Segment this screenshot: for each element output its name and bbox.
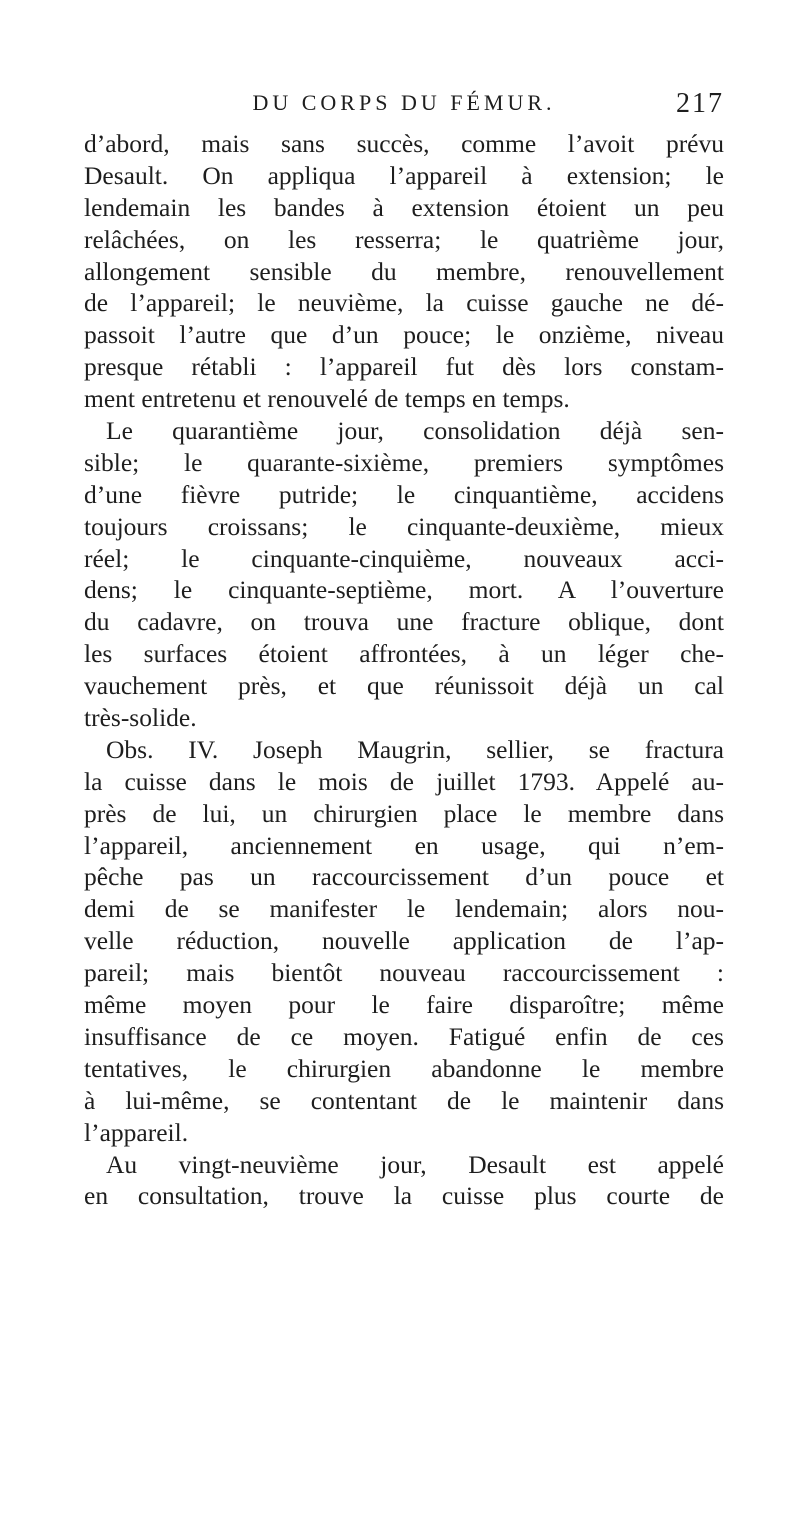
text-line: vauchement près, et que réunissoit déjà un cal: [84, 671, 724, 701]
text-line: ment entretenu et renouvelé de temps en temps.: [84, 384, 570, 414]
text-line: passoit l’autre que d’un pouce; le onzième, niveau: [84, 320, 724, 350]
running-head: DU CORPS DU FÉMUR.: [252, 90, 556, 115]
text-line: dens; le cinquante-septième, mort. A l’ouverture: [84, 575, 724, 605]
text-line: d’une fièvre putride; le cinquantième, accidens: [84, 479, 724, 509]
text-line: du cadavre, on trouva une fracture oblique, dont: [84, 607, 724, 637]
text-line: de l’appareil; le neuvième, la cuisse gauche ne dé-: [84, 288, 724, 318]
text-line: réel; le cinquante-cinquième, nouveaux acci-: [84, 543, 724, 573]
page-number: 217: [676, 88, 724, 119]
text-line: la cuisse dans le mois de juillet 1793. Appelé au-: [84, 766, 724, 796]
text-line: velle réduction, nouvelle application de l’ap-: [84, 926, 724, 956]
text-line: à lui-même, se contentant de le maintenir dans: [84, 1085, 724, 1115]
text-line: demi de se manifester le lendemain; alors nou-: [84, 894, 724, 924]
text-line: Desault. On appliqua l’appareil à extension; le: [84, 160, 724, 190]
body-text: [84, 128, 724, 1212]
text-line: Le quarantième jour, consolidation déjà sen-: [106, 416, 724, 446]
text-line: allongement sensible du membre, renouvellement: [84, 256, 724, 286]
page-header: [84, 88, 724, 118]
text-line: insuffisance de ce moyen. Fatigué enfin de ces: [84, 1021, 724, 1051]
text-line: pareil; mais bientôt nouveau raccourcissement :: [84, 958, 724, 988]
text-line: même moyen pour le faire disparoître; même: [84, 990, 724, 1020]
text-line: très-solide.: [84, 703, 197, 733]
text-line: près de lui, un chirurgien place le membre dans: [84, 798, 724, 828]
text-line: en consultation, trouve la cuisse plus courte de: [84, 1181, 724, 1211]
text-line: toujours croissans; le cinquante-deuxième, mieux: [84, 511, 724, 541]
text-line: d’abord, mais sans succès, comme l’avoit prévu: [84, 129, 724, 158]
text-line: Obs. IV. Joseph Maugrin, sellier, se fractura: [106, 734, 724, 764]
text-line: Au vingt-neuvième jour, Desault est appelé: [106, 1149, 724, 1179]
text-line: pêche pas un raccourcissement d’un pouce et: [84, 862, 724, 892]
text-line: relâchées, on les resserra; le quatrième jour,: [84, 224, 724, 254]
text-line: l’appareil, anciennement en usage, qui n’em-: [84, 830, 724, 860]
text-line: sible; le quarante-sixième, premiers symptômes: [84, 447, 724, 477]
text-line: l’appareil.: [84, 1117, 189, 1147]
text-line: lendemain les bandes à extension étoient un peu: [84, 192, 724, 222]
text-line: tentatives, le chirurgien abandonne le membre: [84, 1053, 724, 1083]
text-line: les surfaces étoient affrontées, à un léger che-: [84, 639, 724, 669]
text-line: presque rétabli : l’appareil fut dès lors constam-: [84, 352, 724, 382]
